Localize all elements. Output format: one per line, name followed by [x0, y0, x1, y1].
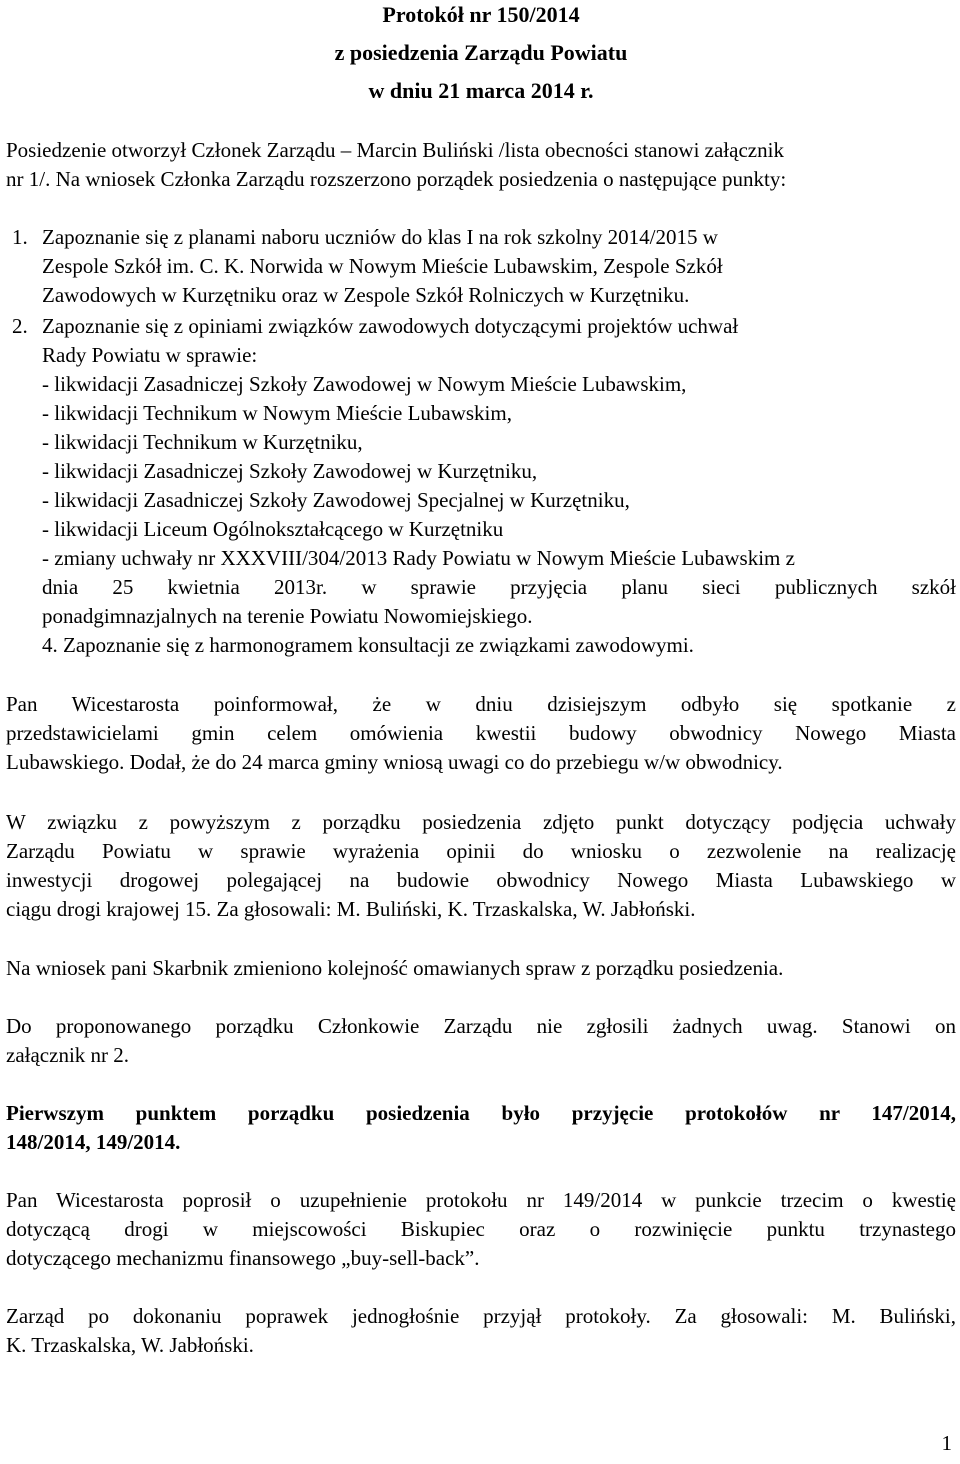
paragraph-6-line-1: Pan Wicestarosta poprosił o uzupełnienie protokołu nr 149/2014 w punkcie trzecim o kwestię — [6, 1188, 956, 1212]
paragraph-4-line-1: Do proponowanego porządku Członkowie Zarządu nie zgłosili żadnych uwag. Stanowi on — [6, 1014, 956, 1038]
paragraph-5-line-2: 148/2014, 149/2014. — [6, 1130, 181, 1154]
sub-item: dnia 25 kwietnia 2013r. w sprawie przyjęcia planu sieci publicznych szkół — [42, 575, 956, 599]
paragraph-7-line-1: Zarząd po dokonaniu poprawek jednogłośnie przyjął protokoły. Za głosowali: M. Buliński, — [6, 1304, 956, 1328]
page-number: 1 — [941, 1431, 952, 1455]
paragraph-4-line-2: załącznik nr 2. — [6, 1043, 130, 1067]
paragraph-1-line-2: przedstawicielami gmin celem omówienia kwestii budowy obwodnicy Nowego Miasta — [6, 721, 956, 745]
agenda-item-1-line-1: Zapoznanie się z planami naboru uczniów do klas I na rok szkolny 2014/2015 w — [42, 225, 718, 249]
paragraph-7-line-2: K. Trzaskalska, W. Jabłoński. — [6, 1333, 254, 1357]
sub-item: - zmiany uchwały nr XXXVIII/304/2013 Rady Powiatu w Nowym Mieście Lubawskim z — [42, 546, 795, 570]
protocol-title: Protokół nr 150/2014 — [382, 2, 580, 27]
agenda-item-1-line-3: Zawodowych w Kurzętniku oraz w Zespole Szkół Rolniczych w Kurzętniku. — [42, 283, 690, 307]
sub-item: - likwidacji Liceum Ogólnokształcącego w Kurzętniku — [42, 517, 504, 541]
agenda-item-4: 4. Zapoznanie się z harmonogramem konsultacji ze związkami zawodowymi. — [42, 633, 694, 657]
paragraph-1-line-1: Pan Wicestarosta poinformował, że w dniu dzisiejszym odbyło się spotkanie z — [6, 692, 956, 716]
paragraph-5-line-1: Pierwszym punktem porządku posiedzenia było przyjęcie protokołów nr 147/2014, — [6, 1101, 956, 1125]
paragraph-6-line-3: dotyczącego mechanizmu finansowego „buy-sell-back”. — [6, 1246, 480, 1270]
paragraph-2-line-3: inwestycji drogowej polegającej na budowie obwodnicy Nowego Miasta Lubawskiego w — [6, 868, 956, 892]
paragraph-3: Na wniosek pani Skarbnik zmieniono kolejność omawianych spraw z porządku posiedzenia. — [6, 956, 784, 980]
agenda-item-2 — [12, 312, 956, 341]
paragraph-1-line-3: Lubawskiego. Dodał, że do 24 marca gminy wniosą uwagi co do przebiegu w/w obwodnicy. — [6, 750, 783, 774]
agenda-item-1-line-2: Zespole Szkół im. C. K. Norwida w Nowym Mieście Lubawskim, Zespole Szkół — [42, 254, 723, 278]
intro-line-1: Posiedzenie otworzył Członek Zarządu – Marcin Buliński /lista obecności stanowi załącznik — [6, 138, 784, 162]
sub-item: - likwidacji Technikum w Nowym Mieście Lubawskim, — [42, 401, 512, 425]
agenda-item-1 — [12, 223, 956, 252]
paragraph-2-line-1: W związku z powyższym z porządku posiedzenia zdjęto punkt dotyczący podjęcia uchwały — [6, 810, 956, 834]
protocol-date: w dniu 21 marca 2014 r. — [368, 78, 594, 103]
sub-item: - likwidacji Zasadniczej Szkoły Zawodowej w Kurzętniku, — [42, 459, 538, 483]
sub-item: ponadgimnazjalnych na terenie Powiatu Nowomiejskiego. — [42, 604, 533, 628]
agenda-item-2-line-1: Zapoznanie się z opiniami związków zawodowych dotyczącymi projektów uchwał — [42, 314, 739, 338]
protocol-subtitle: z posiedzenia Zarządu Powiatu — [334, 40, 628, 65]
intro-line-2: nr 1/. Na wniosek Członka Zarządu rozszerzono porządek posiedzenia o następujące punkty: — [6, 167, 787, 191]
sub-item: - likwidacji Zasadniczej Szkoły Zawodowej Specjalnej w Kurzętniku, — [42, 488, 630, 512]
sub-item: - likwidacji Zasadniczej Szkoły Zawodowej w Nowym Mieście Lubawskim, — [42, 372, 687, 396]
paragraph-2-line-4: ciągu drogi krajowej 15. Za głosowali: M. Buliński, K. Trzaskalska, W. Jabłoński. — [6, 897, 696, 921]
agenda-item-2-number: 2. — [12, 314, 28, 338]
agenda-item-2-line-2: Rady Powiatu w sprawie: — [42, 343, 258, 367]
paragraph-6-line-2: dotyczącą drogi w miejscowości Biskupiec oraz o rozwinięcie punktu trzynastego — [6, 1217, 956, 1241]
agenda-item-1-number: 1. — [12, 225, 28, 249]
sub-item: - likwidacji Technikum w Kurzętniku, — [42, 430, 363, 454]
paragraph-2-line-2: Zarządu Powiatu w sprawie wyrażenia opinii do wniosku o zezwolenie na realizację — [6, 839, 956, 863]
